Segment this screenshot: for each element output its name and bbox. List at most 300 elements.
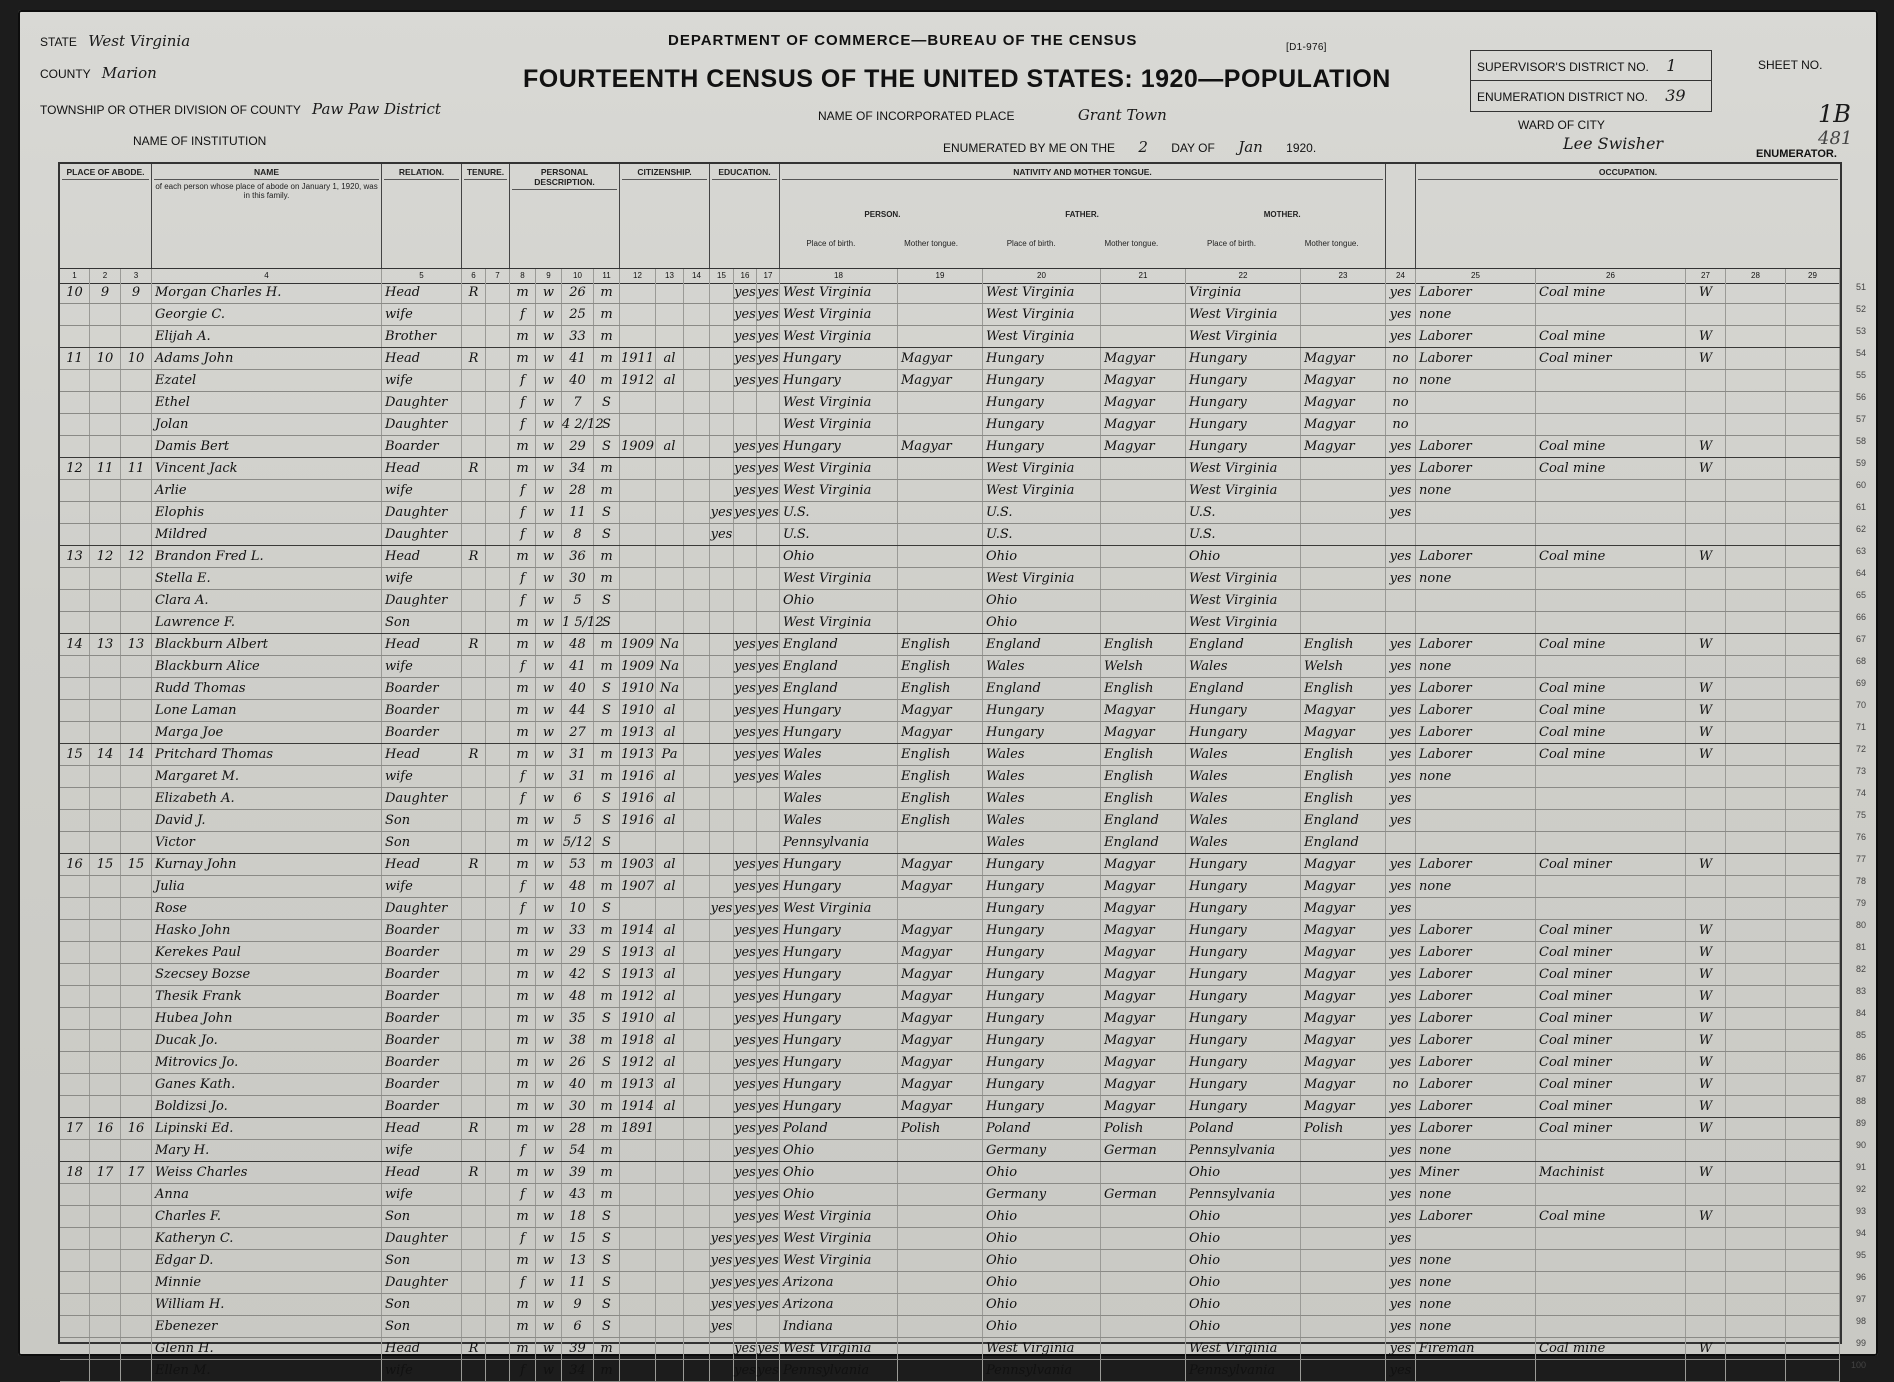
- cell-industry: Coal mine: [1536, 634, 1686, 655]
- cell-fpob: Hungary: [983, 722, 1101, 743]
- cell-industry: Coal mine: [1536, 1206, 1686, 1227]
- cell-cls: [1686, 1250, 1726, 1271]
- cell-empty: [684, 744, 710, 765]
- cell-read: yes: [734, 964, 757, 985]
- cell-empty: [684, 1360, 710, 1381]
- cell-empty: [1726, 810, 1786, 831]
- cell-race: w: [536, 348, 562, 369]
- cell-age: 39: [562, 1338, 594, 1359]
- cell-write: [757, 414, 780, 435]
- cell-nat: al: [656, 788, 684, 809]
- cell-industry: [1536, 480, 1686, 501]
- cell-mtongue: [1301, 326, 1386, 347]
- cell-tongue: [898, 480, 983, 501]
- column-number: 15: [710, 269, 734, 283]
- cell-tongue: [898, 1140, 983, 1161]
- cell-dw: [60, 1184, 90, 1205]
- cell-sex: m: [510, 722, 536, 743]
- cell-eng: yes: [1386, 1184, 1416, 1205]
- cell-own: [462, 1030, 486, 1051]
- cell-age: 6: [562, 1316, 594, 1337]
- cell-empty: [1726, 1052, 1786, 1073]
- cell-name: Blackburn Alice: [152, 656, 382, 677]
- cell-mpob: Hungary: [1186, 986, 1301, 1007]
- cell-empty: [1726, 1272, 1786, 1293]
- cell-ftongue: Magyar: [1101, 348, 1186, 369]
- cell-school: [710, 1118, 734, 1139]
- cell-sex: m: [510, 282, 536, 303]
- cell-pob: Hungary: [780, 722, 898, 743]
- cell-read: yes: [734, 1118, 757, 1139]
- cell-mpob: Hungary: [1186, 1008, 1301, 1029]
- table-row: [60, 436, 1866, 458]
- cell-own: [462, 1052, 486, 1073]
- cell-empty: [486, 480, 510, 501]
- cell-mtongue: Magyar: [1301, 920, 1386, 941]
- cell-ms: S: [594, 1316, 620, 1337]
- cell-own: [462, 832, 486, 853]
- cell-empty: [684, 568, 710, 589]
- cell-empty: [1786, 1074, 1840, 1095]
- cell-race: w: [536, 656, 562, 677]
- cell-ms: m: [594, 1338, 620, 1359]
- cell-eng: yes: [1386, 1052, 1416, 1073]
- cell-mtongue: Magyar: [1301, 986, 1386, 1007]
- line-number: 91: [1855, 1162, 1866, 1172]
- column-number: 3: [121, 269, 152, 283]
- line-number: 97: [1855, 1294, 1866, 1304]
- line-number: 57: [1855, 414, 1866, 424]
- cell-mpob: Ohio: [1186, 1316, 1301, 1337]
- cell-rel: wife: [382, 304, 462, 325]
- cell-rel: wife: [382, 1360, 462, 1381]
- cell-fam: [90, 986, 121, 1007]
- cell-trade: Laborer: [1416, 326, 1536, 347]
- column-number: 20: [983, 269, 1101, 283]
- cell-name: Ducak Jo.: [152, 1030, 382, 1051]
- cell-dw: [60, 678, 90, 699]
- cell-school: yes: [710, 1228, 734, 1249]
- cell-rel: Daughter: [382, 788, 462, 809]
- census-rows: [60, 282, 1866, 1382]
- cell-industry: [1536, 832, 1686, 853]
- cell-rel: Boarder: [382, 942, 462, 963]
- cell-industry: Coal miner: [1536, 348, 1686, 369]
- cell-dw: [60, 986, 90, 1007]
- state-label: STATE: [40, 35, 77, 49]
- line-number: 51: [1855, 282, 1866, 292]
- cell-own: [462, 1096, 486, 1117]
- cell-empty: [684, 898, 710, 919]
- cell-empty: [1726, 282, 1786, 303]
- cell-trade: none: [1416, 370, 1536, 391]
- cell-tongue: [898, 546, 983, 567]
- cell-age: 5: [562, 590, 594, 611]
- cell-own: [462, 678, 486, 699]
- cell-name: Julia: [152, 876, 382, 897]
- cell-trade: [1416, 1360, 1536, 1381]
- cell-write: yes: [757, 744, 780, 765]
- cell-mpob: Wales: [1186, 766, 1301, 787]
- cell-tongue: Magyar: [898, 1030, 983, 1051]
- cell-dw: [60, 700, 90, 721]
- cell-rel: Boarder: [382, 1052, 462, 1073]
- cell-empty: [1726, 832, 1786, 853]
- cell-eng: yes: [1386, 1228, 1416, 1249]
- cell-pob: West Virginia: [780, 1228, 898, 1249]
- cell-empty: [1786, 590, 1840, 611]
- cell-ms: m: [594, 568, 620, 589]
- cell-read: [734, 832, 757, 853]
- cell-empty: [1786, 568, 1840, 589]
- cell-school: [710, 788, 734, 809]
- cell-imm: [620, 1316, 656, 1337]
- cell-empty: [1786, 458, 1840, 479]
- cell-empty: [486, 612, 510, 633]
- cell-eng: no: [1386, 1074, 1416, 1095]
- cell-ftongue: Magyar: [1101, 1096, 1186, 1117]
- cell-fv: [121, 1360, 152, 1381]
- cell-school: [710, 612, 734, 633]
- cell-own: [462, 876, 486, 897]
- cell-read: yes: [734, 700, 757, 721]
- cell-empty: [1786, 1316, 1840, 1337]
- cell-school: [710, 1008, 734, 1029]
- enumerated-day: 2: [1138, 138, 1148, 156]
- cell-fv: [121, 1228, 152, 1249]
- cell-eng: yes: [1386, 1008, 1416, 1029]
- cell-race: w: [536, 282, 562, 303]
- cell-cls: [1686, 1228, 1726, 1249]
- cell-empty: [1786, 744, 1840, 765]
- cell-imm: 1912: [620, 370, 656, 391]
- day-of-label: DAY OF: [1171, 141, 1215, 155]
- cell-trade: Laborer: [1416, 348, 1536, 369]
- cell-fv: [121, 1250, 152, 1271]
- cell-own: R: [462, 744, 486, 765]
- cell-empty: [1786, 700, 1840, 721]
- cell-name: Stella E.: [152, 568, 382, 589]
- cell-pob: Hungary: [780, 1008, 898, 1029]
- cell-fam: 16: [90, 1118, 121, 1139]
- cell-trade: [1416, 898, 1536, 919]
- cell-age: 48: [562, 986, 594, 1007]
- cell-cls: W: [1686, 458, 1726, 479]
- cell-fv: [121, 370, 152, 391]
- cell-mpob: Pennsylvania: [1186, 1140, 1301, 1161]
- cell-mpob: Hungary: [1186, 898, 1301, 919]
- cell-race: w: [536, 920, 562, 941]
- line-number: 80: [1855, 920, 1866, 930]
- cell-rel: Daughter: [382, 898, 462, 919]
- cell-race: w: [536, 678, 562, 699]
- person-tongue-heading: Mother tongue.: [904, 239, 958, 248]
- cell-race: w: [536, 1140, 562, 1161]
- cell-tongue: English: [898, 744, 983, 765]
- cell-empty: [1726, 1316, 1786, 1337]
- cell-fam: 15: [90, 854, 121, 875]
- cell-ms: m: [594, 656, 620, 677]
- line-number: 89: [1855, 1118, 1866, 1128]
- cell-nat: Na: [656, 656, 684, 677]
- cell-dw: [60, 524, 90, 545]
- cell-name: Ebenezer: [152, 1316, 382, 1337]
- cell-empty: [1786, 766, 1840, 787]
- cell-tongue: Magyar: [898, 986, 983, 1007]
- cell-rel: Head: [382, 744, 462, 765]
- cell-ftongue: Magyar: [1101, 920, 1186, 941]
- cell-empty: [1786, 1162, 1840, 1183]
- cell-eng: no: [1386, 348, 1416, 369]
- table-row: [60, 832, 1866, 854]
- cell-sex: m: [510, 1162, 536, 1183]
- cell-cls: [1686, 370, 1726, 391]
- cell-industry: Coal miner: [1536, 942, 1686, 963]
- cell-imm: [620, 612, 656, 633]
- cell-empty: [1786, 1008, 1840, 1029]
- line-number: 69: [1855, 678, 1866, 688]
- cell-fam: [90, 964, 121, 985]
- cell-write: yes: [757, 964, 780, 985]
- cell-write: yes: [757, 1096, 780, 1117]
- table-row: [60, 942, 1866, 964]
- cell-write: yes: [757, 722, 780, 743]
- cell-empty: [1726, 766, 1786, 787]
- cell-empty: [486, 568, 510, 589]
- cell-rel: Daughter: [382, 414, 462, 435]
- cell-pob: Hungary: [780, 1030, 898, 1051]
- cell-empty: [1786, 304, 1840, 325]
- cell-school: [710, 282, 734, 303]
- cell-race: w: [536, 634, 562, 655]
- cell-fv: [121, 590, 152, 611]
- cell-empty: [684, 634, 710, 655]
- cell-ftongue: English: [1101, 788, 1186, 809]
- cell-rel: Son: [382, 1316, 462, 1337]
- cell-write: [757, 524, 780, 545]
- cell-ms: S: [594, 1228, 620, 1249]
- cell-empty: [1726, 1206, 1786, 1227]
- cell-trade: Laborer: [1416, 964, 1536, 985]
- cell-name: Katheryn C.: [152, 1228, 382, 1249]
- cell-ms: S: [594, 1052, 620, 1073]
- cell-pob: West Virginia: [780, 568, 898, 589]
- cell-imm: 1910: [620, 1008, 656, 1029]
- cell-fam: [90, 1096, 121, 1117]
- cell-fv: [121, 436, 152, 457]
- cell-trade: Laborer: [1416, 854, 1536, 875]
- cell-empty: [486, 1162, 510, 1183]
- cell-write: yes: [757, 458, 780, 479]
- cell-fv: [121, 876, 152, 897]
- line-number: 100: [1850, 1360, 1866, 1370]
- cell-empty: [486, 392, 510, 413]
- cell-trade: Laborer: [1416, 436, 1536, 457]
- cell-fam: [90, 1272, 121, 1293]
- enumeration-district: [1471, 81, 1711, 110]
- line-number: 83: [1855, 986, 1866, 996]
- cell-nat: al: [656, 348, 684, 369]
- line-number: 81: [1855, 942, 1866, 952]
- cell-industry: Coal miner: [1536, 920, 1686, 941]
- cell-ftongue: Magyar: [1101, 854, 1186, 875]
- cell-name: Rose: [152, 898, 382, 919]
- line-number: 79: [1855, 898, 1866, 908]
- cell-school: [710, 1096, 734, 1117]
- column-number: 19: [898, 269, 983, 283]
- cell-fpob: West Virginia: [983, 568, 1101, 589]
- cell-empty: [684, 370, 710, 391]
- cell-fv: [121, 766, 152, 787]
- cell-imm: 1907: [620, 876, 656, 897]
- cell-mtongue: [1301, 502, 1386, 523]
- cell-age: 40: [562, 370, 594, 391]
- cell-dw: [60, 656, 90, 677]
- cell-mtongue: Magyar: [1301, 1096, 1386, 1117]
- line-number: 54: [1855, 348, 1866, 358]
- cell-fv: [121, 942, 152, 963]
- column-number: 23: [1301, 269, 1386, 283]
- cell-empty: [684, 414, 710, 435]
- cell-imm: [620, 282, 656, 303]
- cell-fv: [121, 1140, 152, 1161]
- cell-pob: West Virginia: [780, 480, 898, 501]
- cell-empty: [1726, 854, 1786, 875]
- cell-mpob: U.S.: [1186, 524, 1301, 545]
- cell-eng: yes: [1386, 326, 1416, 347]
- cell-dw: [60, 920, 90, 941]
- cell-pob: West Virginia: [780, 612, 898, 633]
- cell-fpob: Ohio: [983, 1228, 1101, 1249]
- cell-fv: 13: [121, 634, 152, 655]
- census-sheet: [18, 10, 1878, 1378]
- cell-empty: [486, 678, 510, 699]
- cell-trade: none: [1416, 1272, 1536, 1293]
- cell-name: Damis Bert: [152, 436, 382, 457]
- cell-cls: W: [1686, 1206, 1726, 1227]
- cell-school: [710, 1074, 734, 1095]
- cell-eng: yes: [1386, 1162, 1416, 1183]
- cell-write: yes: [757, 1338, 780, 1359]
- cell-empty: [486, 502, 510, 523]
- cell-ms: m: [594, 480, 620, 501]
- cell-write: [757, 568, 780, 589]
- cell-empty: [1726, 634, 1786, 655]
- cell-write: yes: [757, 986, 780, 1007]
- cell-sex: f: [510, 568, 536, 589]
- cell-empty: [486, 1052, 510, 1073]
- cell-dw: 16: [60, 854, 90, 875]
- cell-sex: f: [510, 656, 536, 677]
- cell-dw: [60, 568, 90, 589]
- cell-dw: [60, 964, 90, 985]
- cell-ftongue: [1101, 1228, 1186, 1249]
- cell-fv: [121, 326, 152, 347]
- cell-sex: m: [510, 1206, 536, 1227]
- cell-pob: West Virginia: [780, 1206, 898, 1227]
- cell-eng: yes: [1386, 1360, 1416, 1381]
- cell-school: [710, 414, 734, 435]
- cell-age: 40: [562, 1074, 594, 1095]
- column-number: 11: [594, 269, 620, 283]
- cell-fam: [90, 1228, 121, 1249]
- cell-name: Edgar D.: [152, 1250, 382, 1271]
- cell-industry: Coal miner: [1536, 854, 1686, 875]
- cell-name: Mitrovics Jo.: [152, 1052, 382, 1073]
- cell-rel: wife: [382, 876, 462, 897]
- personal-heading: PERSONAL DESCRIPTION.: [512, 167, 617, 190]
- cell-dw: [60, 1360, 90, 1381]
- cell-empty: [1726, 414, 1786, 435]
- cell-eng: yes: [1386, 304, 1416, 325]
- cell-empty: [1726, 326, 1786, 347]
- cell-tongue: English: [898, 766, 983, 787]
- line-number: 98: [1855, 1316, 1866, 1326]
- cell-tongue: Magyar: [898, 854, 983, 875]
- cell-fv: [121, 986, 152, 1007]
- cell-empty: [486, 326, 510, 347]
- cell-name: Marga Joe: [152, 722, 382, 743]
- mother-tongue-heading: Mother tongue.: [1304, 239, 1359, 248]
- cell-nat: [656, 502, 684, 523]
- cell-empty: [684, 766, 710, 787]
- cell-pob: West Virginia: [780, 414, 898, 435]
- cell-eng: yes: [1386, 1140, 1416, 1161]
- cell-name: Kurnay John: [152, 854, 382, 875]
- cell-empty: [1726, 1184, 1786, 1205]
- cell-cls: W: [1686, 1074, 1726, 1095]
- cell-own: [462, 1008, 486, 1029]
- cell-mtongue: [1301, 1338, 1386, 1359]
- cell-mpob: West Virginia: [1186, 590, 1301, 611]
- cell-mtongue: [1301, 568, 1386, 589]
- cell-fpob: Hungary: [983, 436, 1101, 457]
- line-number: 52: [1855, 304, 1866, 314]
- cell-nat: [656, 304, 684, 325]
- cell-ms: m: [594, 876, 620, 897]
- cell-pob: Hungary: [780, 348, 898, 369]
- cell-tongue: [898, 568, 983, 589]
- cell-mtongue: [1301, 1162, 1386, 1183]
- cell-empty: [1786, 1360, 1840, 1381]
- cell-dw: 17: [60, 1118, 90, 1139]
- township-value: Paw Paw District: [312, 100, 441, 118]
- table-row: [60, 722, 1866, 744]
- cell-own: [462, 1316, 486, 1337]
- table-row: [60, 1118, 1866, 1140]
- cell-sex: f: [510, 766, 536, 787]
- table-row: [60, 612, 1866, 634]
- father-tongue-heading: Mother tongue.: [1104, 239, 1159, 248]
- cell-rel: Boarder: [382, 964, 462, 985]
- cell-empty: [486, 1360, 510, 1381]
- cell-race: w: [536, 854, 562, 875]
- table-row: [60, 656, 1866, 678]
- cell-own: R: [462, 1162, 486, 1183]
- cell-imm: 1913: [620, 744, 656, 765]
- cell-fam: [90, 1008, 121, 1029]
- cell-ms: m: [594, 1184, 620, 1205]
- cell-sex: m: [510, 612, 536, 633]
- line-number: 73: [1855, 766, 1866, 776]
- cell-write: yes: [757, 920, 780, 941]
- table-row: [60, 854, 1866, 876]
- cell-write: [757, 832, 780, 853]
- cell-industry: [1536, 1140, 1686, 1161]
- cell-pob: Hungary: [780, 942, 898, 963]
- cell-race: w: [536, 1096, 562, 1117]
- cell-empty: [684, 326, 710, 347]
